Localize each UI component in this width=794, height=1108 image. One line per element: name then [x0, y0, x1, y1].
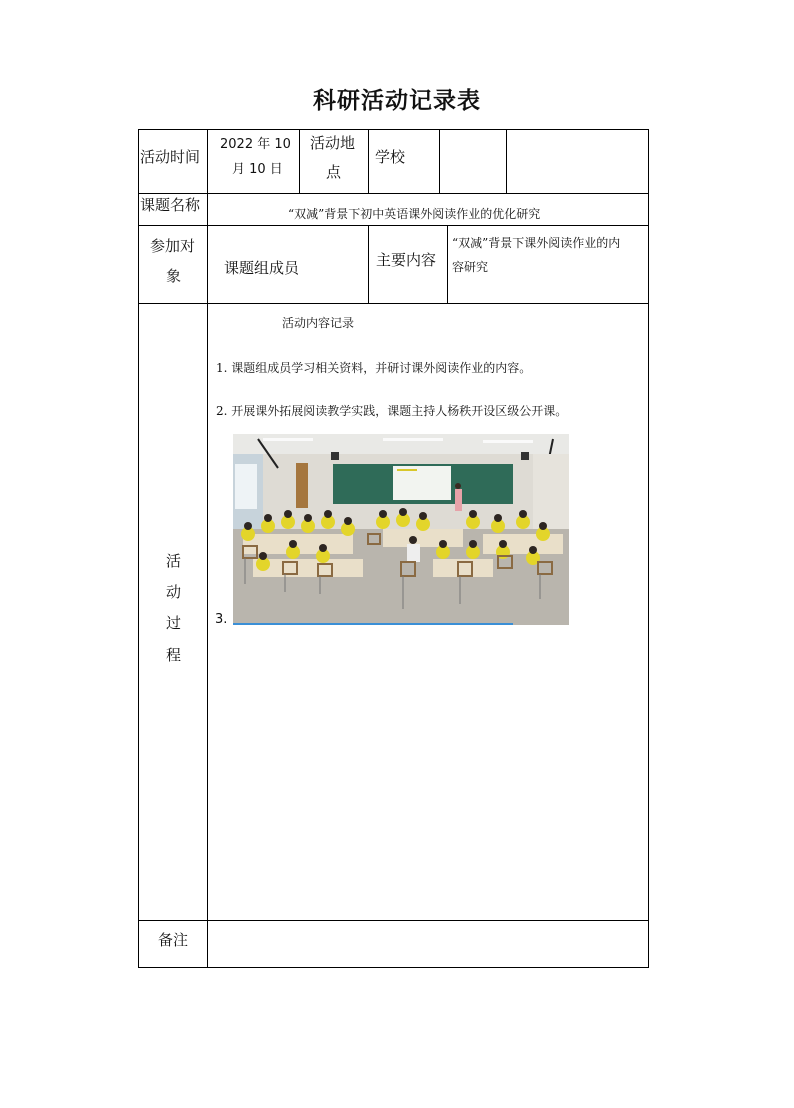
remarks-label: 备注	[158, 931, 189, 949]
activity-time-value-line2: 月 10 日	[232, 162, 283, 177]
record-item-3-number: 3.	[215, 612, 228, 627]
process-label-char: 程	[166, 646, 182, 664]
process-label-char: 活	[166, 552, 182, 570]
classroom-photo	[233, 434, 569, 625]
process-label-char: 动	[166, 583, 182, 601]
main-content-label: 主要内容	[376, 251, 437, 269]
participants-label-line2: 象	[166, 267, 182, 285]
process-label-char: 过	[166, 614, 182, 632]
participants-value: 课题组成员	[224, 259, 300, 277]
main-content-value-line2: 容研究	[452, 260, 489, 274]
activity-place-label-line2: 点	[326, 163, 342, 181]
record-item-1: 1. 课题组成员学习相关资料，并研讨课外阅读作业的内容。	[216, 361, 532, 375]
page-title: 科研活动记录表	[313, 88, 481, 114]
activity-record-heading: 活动内容记录	[282, 316, 355, 330]
activity-time-label: 活动时间	[140, 148, 201, 166]
classroom-photo-illustration	[233, 434, 569, 625]
activity-time-value-line1: 2022 年 10	[220, 137, 291, 152]
activity-place-value: 学校	[375, 148, 406, 166]
main-content-value-line1: “双减”背景下课外阅读作业的内	[452, 236, 621, 250]
record-item-2: 2. 开展课外拓展阅读教学实践，课题主持人杨秩开设区级公开课。	[216, 404, 568, 418]
topic-name-label: 课题名称	[140, 196, 201, 214]
topic-name-value: “双减”背景下初中英语课外阅读作业的优化研究	[288, 207, 541, 221]
activity-place-label-line1: 活动地	[310, 134, 356, 152]
participants-label-line1: 参加对	[150, 237, 196, 255]
